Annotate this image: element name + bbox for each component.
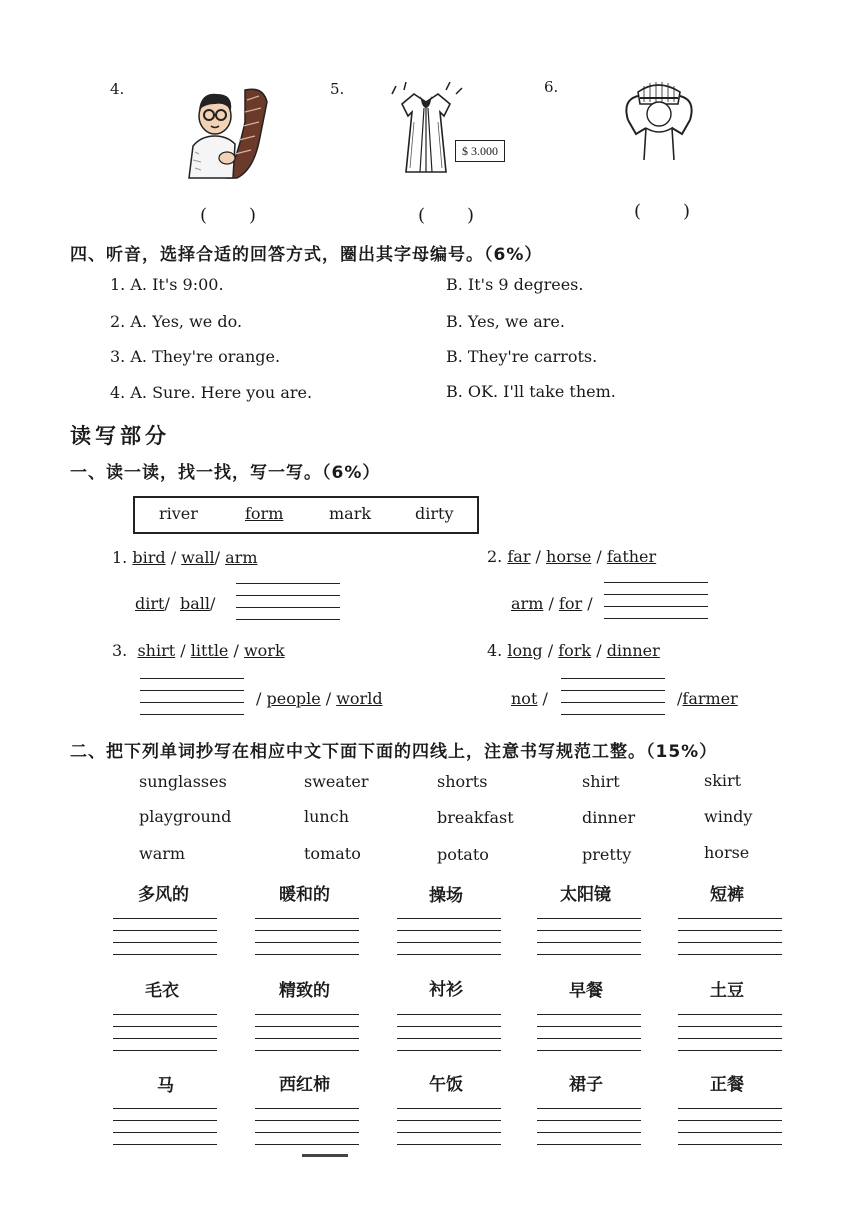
writing-lines[interactable] (113, 1108, 217, 1148)
word: shirt (137, 641, 176, 660)
page-mark (302, 1154, 348, 1157)
person-with-hat-picture (614, 80, 704, 170)
word: not (511, 689, 538, 708)
vocab-word: breakfast (437, 808, 514, 827)
question-number: 4. (487, 641, 503, 660)
dress-with-price-tag-picture (386, 82, 466, 186)
chinese-label: 正餐 (710, 1075, 744, 1095)
vocab-word: sunglasses (139, 772, 227, 791)
word-box-item: dirty (415, 504, 454, 523)
chinese-label: 衬衫 (429, 980, 463, 1000)
option-4a[interactable]: 4. A. Sure. Here you are. (110, 383, 313, 402)
option-4b[interactable]: B. OK. I'll take them. (446, 382, 616, 401)
word-box (133, 496, 479, 534)
vocab-word: tomato (304, 844, 361, 863)
writing-lines[interactable] (537, 918, 641, 958)
vocab-word: potato (437, 845, 489, 864)
word: farmer (682, 689, 738, 708)
writing-lines[interactable] (397, 918, 501, 958)
picture-number-6: 6. (544, 78, 559, 96)
vocab-word: pretty (582, 845, 632, 864)
writing-lines[interactable] (255, 918, 359, 958)
vocab-word: shorts (437, 772, 488, 791)
word-box-item: river (159, 504, 198, 523)
option-1b[interactable]: B. It's 9 degrees. (446, 275, 584, 294)
chinese-label: 早餐 (569, 981, 603, 1001)
option-2a[interactable]: 2. A. Yes, we do. (110, 312, 243, 331)
option-3b[interactable]: B. They're carrots. (446, 347, 598, 366)
chinese-label: 裙子 (569, 1075, 603, 1095)
word: little (190, 641, 229, 660)
writing-lines[interactable] (397, 1108, 501, 1148)
price-tag (455, 140, 505, 162)
vocab-word: horse (704, 843, 750, 862)
price-tag-label: $ 3.000 (462, 143, 498, 158)
chinese-label: 暖和的 (279, 885, 330, 905)
word: for (558, 594, 583, 613)
chinese-label: 马 (157, 1076, 174, 1096)
part2-heading: 二、把下列单词抄写在相应中文下面下面的四线上，注意书写规范工整。（15%） (70, 742, 718, 762)
writing-lines[interactable] (255, 1108, 359, 1148)
word: dinner (606, 641, 660, 660)
picture-number-4: 4. (110, 80, 125, 98)
question-number: 3. (112, 641, 128, 660)
chinese-label: 多风的 (138, 885, 189, 905)
question-4-line1: 4. long / fork / dinner (487, 641, 660, 660)
vocab-word: playground (139, 807, 232, 826)
vocab-word: dinner (582, 808, 636, 827)
vocab-word: skirt (704, 771, 742, 790)
writing-lines[interactable] (537, 1014, 641, 1054)
writing-lines[interactable] (113, 918, 217, 958)
writing-lines[interactable] (678, 1014, 782, 1054)
listening-heading: 四、听音，选择合适的回答方式，圈出其字母编号。（6%） (70, 245, 543, 265)
word: arm (225, 548, 258, 567)
word: father (606, 547, 657, 566)
question-3-line2: / people / world (256, 689, 383, 708)
word: world (336, 689, 383, 708)
writing-lines[interactable] (255, 1014, 359, 1054)
writing-lines[interactable] (537, 1108, 641, 1148)
question-number: 1. (112, 548, 128, 567)
chinese-label: 操场 (429, 886, 463, 906)
question-1-line2: dirt/ ball/ (135, 594, 216, 613)
word: people (266, 689, 321, 708)
vocab-word: lunch (304, 807, 349, 826)
writing-lines[interactable] (113, 1014, 217, 1054)
word-box-item: form (245, 504, 284, 523)
word: far (507, 547, 531, 566)
vocab-word: sweater (304, 772, 369, 791)
vocab-word: warm (139, 844, 186, 863)
word: fork (558, 641, 592, 660)
question-2-line1: 2. far / horse / father (487, 547, 657, 566)
word: long (507, 641, 543, 660)
part1-heading: 一、读一读，找一找，写一写。（6%） (70, 463, 381, 483)
option-2b[interactable]: B. Yes, we are. (446, 312, 565, 331)
word: arm (511, 594, 544, 613)
word: bird (132, 548, 166, 567)
word: wall (181, 548, 215, 567)
boy-with-scarf-picture (175, 82, 275, 186)
option-1a[interactable]: 1. A. It's 9:00. (110, 275, 224, 294)
writing-lines[interactable] (678, 918, 782, 958)
question-number: 2. (487, 547, 503, 566)
question-3-line1: 3. shirt / little / work (112, 641, 285, 660)
chinese-label: 午饭 (429, 1075, 463, 1095)
word: work (243, 641, 285, 660)
writing-lines[interactable] (678, 1108, 782, 1148)
word: horse (546, 547, 592, 566)
writing-lines[interactable] (397, 1014, 501, 1054)
word: dirt (135, 594, 165, 613)
reading-writing-title: 读写部分 (70, 424, 170, 448)
word-box-item: mark (329, 504, 372, 523)
chinese-label: 毛衣 (145, 981, 179, 1001)
chinese-label: 太阳镜 (560, 885, 611, 905)
question-4-line2b: /farmer (677, 689, 738, 708)
word: ball (180, 594, 211, 613)
answer-paren-6[interactable]: ( ) (634, 201, 693, 222)
chinese-label: 土豆 (710, 981, 744, 1001)
question-1-line1: 1. bird / wall/ arm (112, 548, 258, 567)
chinese-label: 西红柿 (279, 1075, 330, 1095)
vocab-word: shirt (582, 772, 620, 791)
question-2-line2: arm / for / (511, 594, 593, 613)
answer-paren-4[interactable]: ( ) (200, 205, 259, 226)
vocab-word: windy (704, 807, 753, 826)
option-3a[interactable]: 3. A. They're orange. (110, 347, 281, 366)
chinese-label: 精致的 (279, 981, 330, 1001)
chinese-label: 短裤 (710, 885, 744, 905)
answer-paren-5[interactable]: ( ) (418, 205, 477, 226)
picture-number-5: 5. (330, 80, 345, 98)
question-4-line2a: not / (511, 689, 548, 708)
